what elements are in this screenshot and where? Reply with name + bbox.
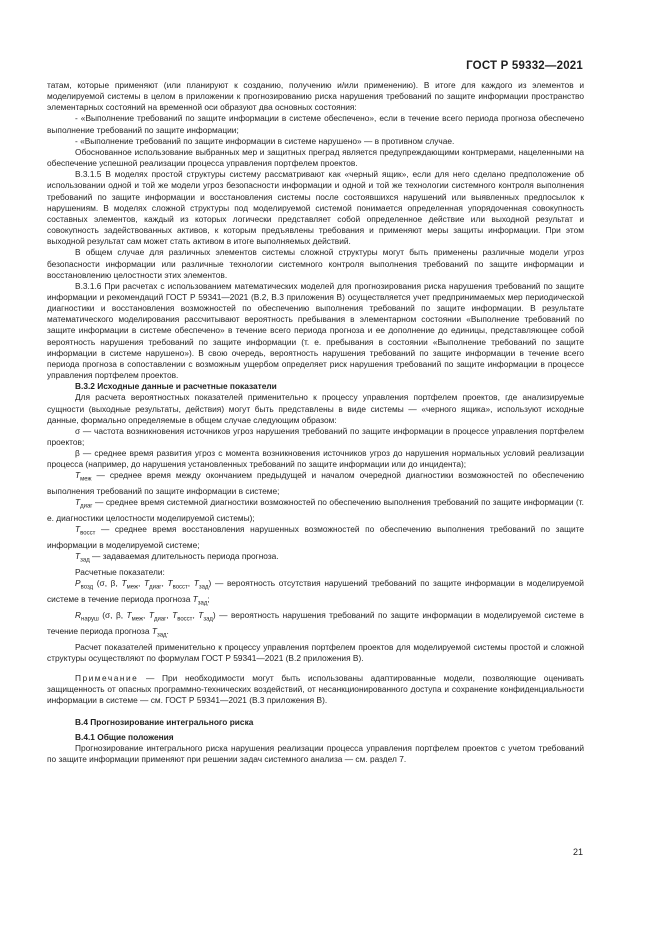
definition-beta: β — среднее время развития угроз с момента возникновения источников угроз до нарушения нормальных условий реализации процесса (например, до нарушения установленных требований по защите информации или до инцидента);: [47, 448, 584, 470]
paragraph: Расчет показателей применительно к процессу управления портфелем проектов для моделируемой системы простой и сложной структуры осуществляют по формулам ГОСТ Р 59341—2021 (В.2 приложения В).: [47, 641, 584, 663]
paragraph: Для расчета вероятностных показателей применительно к процессу управления портфелем проектов, где анализируемые сущности (выходные результаты, действия) могут быть представлены в виде системы — «черного ящика», используют исходные данные, формально определяемые в общем случае следующим образом:: [47, 392, 584, 425]
section-heading: В.3.2 Исходные данные и расчетные показатели: [75, 381, 277, 392]
paragraph: В.3.1.6 При расчетах с использованием математических моделей для прогнозирования риска нарушения требований по защите информации и рекомендаций ГОСТ Р 59341—2021 (В.2, В.3 приложения В) осуществляется учет предпринимаемых мер периодической диагностики и восстановления возможностей по обеспечению выполнения требований по защите информации. В результате математического моделирования рассчитывают вероятность пребывания в элементарном состоянии «Выполнение требований по защите информации в системе обеспечено» в течение всего периода прогноза и ее дополнение до единицы, представляющее собой вероятность нарушения требований по защите информации (т. е. пребывания в состоянии «Выполнение требований по защите информации в системе нарушено»). В свою очередь, вероятность нарушения требований по защите информации в течение всего периода прогноза в сопоставлении с возможным ущербом определяет риск нарушения требований по защите информации в процессе управления портфелем проектов.: [47, 280, 584, 381]
note-text: — При необходимости могут быть использованы адаптированные модели, позволяющие оценивать защищенность от опасных программно-технических воздействий, от несанкционированного доступа и сохранение конфиденциальности информации в системе — см. ГОСТ Р 59341—2021 (В.3 приложения В).: [47, 672, 584, 706]
paragraph: Обоснованное использование выбранных мер и защитных преград является предупреждающими контрмерами, нацеленными на обеспечение успешной реализации процесса управления портфелем проектов.: [47, 146, 584, 169]
note-label: Примечание: [75, 672, 139, 683]
definition-sigma: σ — частота возникновения источников угроз нарушения требований по защите информации в процессе управления портфелем проектов;: [47, 425, 584, 447]
definition-t-zad: $T_{зад}$ — задаваемая длительность периода прогноза.: [75, 551, 279, 565]
list-item: - «Выполнение требований по защите информации в системе обеспечено», если в течение всего периода прогноза обеспечено выполнение требований по защите информации;: [47, 113, 584, 135]
definition-t-mezh: $T_{меж}$ — среднее время между окончанием предыдущей и началом очередной диагностики возможностей по обеспечению выполнения требований по защите информации в системе;: [47, 470, 584, 497]
indicator-r-narush: $R_{наруш}$ (σ, β, $T_{меж}$, $T_{диаг}$, $T_{восст}$, $T_{зад}$) — вероятность нарушения требований по защите информации в моделируемой системе в течение периода прогноза $T_{зад}$.: [47, 609, 584, 639]
paragraph: татам, которые применяют (или планируют к созданию, получению и/или применению). В итоге для каждого из элементов и моделируемой системы в целом в приложении к прогнозированию риска нарушения требований по защите информации пространство элементарных состояний на временной оси образуют два основных состояния:: [47, 80, 584, 113]
subsection-heading: В.4.1 Общие положения: [75, 731, 174, 742]
paragraph: Расчетные показатели:: [75, 567, 165, 578]
standard-code: ГОСТ Р 59332—2021: [466, 60, 583, 72]
paragraph: Прогнозирование интегрального риска нарушения реализации процесса управления портфелем проектов с учетом требований по защите информации применяют при решении задач системного анализа — см. раздел 7.: [47, 742, 584, 764]
section-heading: В.4 Прогнозирование интегрального риска: [75, 717, 254, 728]
definition-t-diag: $T_{диаг}$ — среднее время системной диагностики возможностей по обеспечению выполнения требований по защите информации (т. е. диагностики целостности моделируемой системы);: [47, 497, 584, 524]
document-body: [47, 80, 584, 765]
page-number: 21: [572, 847, 583, 857]
list-item: - «Выполнение требований по защите информации в системе нарушено» — в противном случае.: [75, 135, 455, 146]
paragraph: В общем случае для различных элементов системы сложной структуры могут быть применены различные модели угроз безопасности информации или различные технологии системного контроля выполнения требований по защите информации и восстановлению целостности этих элементов.: [47, 247, 584, 280]
note: [47, 673, 584, 706]
indicator-p-vozd: $P_{возд}$ (σ, β, $T_{меж}$, $T_{диаг}$, $T_{восст}$, $T_{зад}$) — вероятность отсутствия нарушений требований по защите информации в моделируемой системе в течение периода прогноза $T_{зад}$;: [47, 578, 584, 607]
definition-t-vosst: $T_{восст}$ — среднее время восстановления нарушенных возможностей по обеспечению выполнения требований по защите информации в моделируемой системе;: [47, 524, 584, 551]
paragraph: В.3.1.5 В моделях простой структуры систему рассматривают как «черный ящик», если для него сделано предположение об использовании одной и той же модели угроз безопасности информации и одной и той же технологии системного контроля выполнения требований по защите информации и восстановления системы после состоявшихся нарушений или выявленных предпосылок к нарушениям. В моделях сложной структуры под моделируемой системой понимается определенная упорядоченная совокупность составных элементов, каждый из которых логически представляет собой определенное действие или выходной результат и совокупность задействованных активов, к которым предъявлены требования и применяют меры защиты информации. При этом выходной результат сам может стать активом в итоге выполняемых действий.: [47, 169, 584, 247]
